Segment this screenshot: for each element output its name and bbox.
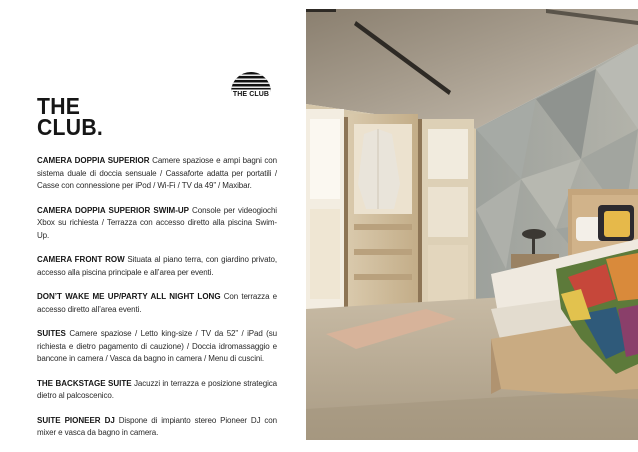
room-descriptions bbox=[37, 155, 277, 452]
page-title bbox=[37, 93, 104, 140]
room-section bbox=[37, 205, 277, 243]
room-section-text: Dispone di impianto stereo Pioneer DJ con mixer e vasca da bagno in camera. bbox=[37, 415, 277, 437]
room-section-text: Console per videogiochi Xbox su richiesta / Terrazza con accesso diretto alla piscina Swim-Up. bbox=[37, 205, 277, 240]
the-club-logo bbox=[228, 68, 274, 102]
room-section-text: Jacuzzi in terrazza e posizione strategica dietro al palcoscenico. bbox=[37, 378, 278, 400]
text-column bbox=[37, 0, 277, 450]
room-section-label: SUITES bbox=[37, 329, 66, 338]
room-section-text: Con terrazza e accesso diretto all’area eventi. bbox=[37, 292, 277, 314]
room-section-text: Camere spaziose e ampi bagni con sistema duale di doccia sensuale / Cassaforte adatta per portatili / Casse con connessione per iPod / Wi-Fi / TV da 49” / Maxibar. bbox=[37, 156, 277, 190]
room-section-label: CAMERA FRONT ROW bbox=[37, 255, 125, 264]
room-section-label: DON’T WAKE ME UP/PARTY ALL NIGHT LONG bbox=[37, 292, 221, 301]
room-section bbox=[37, 254, 277, 279]
title-line-2: CLUB. bbox=[37, 114, 104, 140]
room-section-label: SUITE PIONEER DJ bbox=[37, 415, 115, 425]
room-illustration bbox=[306, 9, 638, 440]
logo-text: THE CLUB bbox=[232, 91, 270, 98]
room-section bbox=[37, 291, 277, 316]
hotel-room-photo bbox=[306, 9, 638, 440]
room-section-text: Situata al piano terra, con giardino privato, accesso alla piscina principale e all’area per eventi. bbox=[37, 255, 278, 277]
room-section-text: Camere spaziose / Letto king-size / TV da 52” / iPad (su richiesta e dietro pagamento di cauzione) / Doccia idromassaggio e bancone in camera / Vasca da bagno in camera / Menu di cuscini. bbox=[37, 329, 277, 363]
room-section bbox=[37, 328, 277, 366]
room-section-label: CAMERA DOPPIA SUPERIOR bbox=[37, 156, 150, 165]
room-section bbox=[37, 415, 277, 440]
room-section-label: CAMERA DOPPIA SUPERIOR SWIM-UP bbox=[37, 205, 189, 215]
room-section bbox=[37, 378, 277, 403]
arch-icon bbox=[228, 68, 274, 92]
room-section bbox=[37, 155, 277, 193]
room-section-label: THE BACKSTAGE SUITE bbox=[37, 378, 132, 388]
title-line-1: THE bbox=[37, 93, 81, 119]
